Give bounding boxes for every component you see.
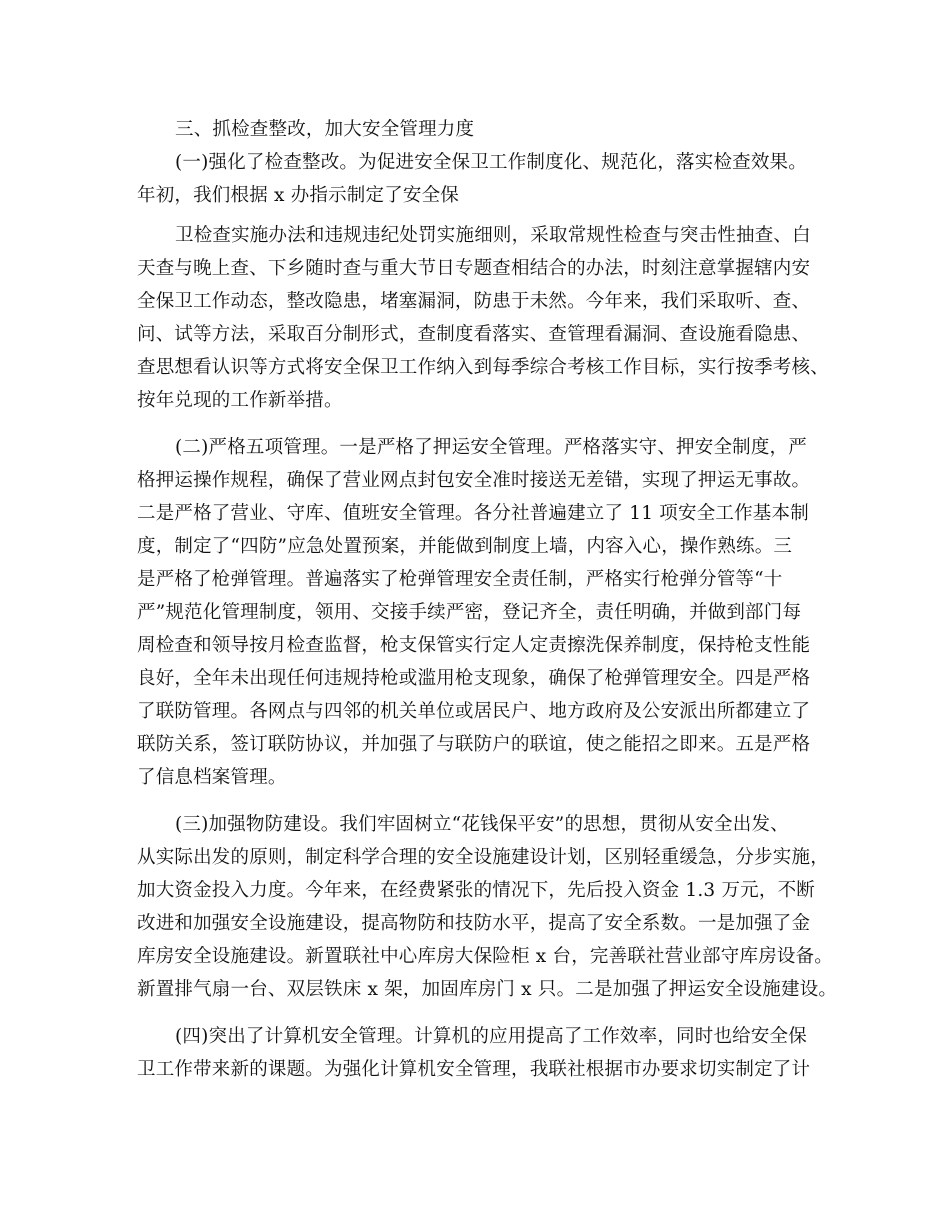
paragraph-line: 从实际出发的原则，制定科学合理的安全设施建设计划，区别轻重缓急，分步实施， <box>137 847 829 868</box>
paragraph-line: 卫检查实施办法和违规违纪处罚实施细则，采取常规性检查与突击性抽查、白 <box>175 225 811 246</box>
paragraph-line: 新置排气扇一台、双层铁床 x 架，加固库房门 x 只。二是加强了押运安全设施建设。 <box>137 979 838 1000</box>
paragraph-line: 是严格了枪弹管理。普遍落实了枪弹管理安全责任制，严格实行枪弹分管等“十 <box>137 569 783 590</box>
paragraph-line: (三)加强物防建设。我们牢固树立“花钱保平安”的思想，贯彻从安全出发、 <box>175 814 789 835</box>
paragraph-line: 年初，我们根据 x 办指示制定了安全保 <box>137 185 459 206</box>
paragraph-line: 了信息档案管理。 <box>137 767 287 788</box>
paragraph-line: 全保卫工作动态，整改隐患，堵塞漏洞，防患于未然。今年来，我们采取听、查、 <box>137 291 811 312</box>
paragraph-line: 问、试等方法，采取百分制形式，查制度看落实、查管理看漏洞、查设施看隐患、 <box>137 324 811 345</box>
paragraph-line: 良好，全年未出现任何违规持枪或滥用枪支现象，确保了枪弹管理安全。四是严格 <box>137 668 811 689</box>
paragraph-line: 二是严格了营业、守库、值班安全管理。各分社普遍建立了 11 项安全工作基本制 <box>137 503 809 524</box>
paragraph-line: 联防关系，签订联防协议，并加强了与联防户的联谊，使之能招之即来。五是严格 <box>137 734 811 755</box>
paragraph-line: 库房安全设施建设。新置联社中心库房大保险柜 x 台，完善联社营业部守库房设备。 <box>137 946 833 967</box>
paragraph-line: (一)强化了检查整改。为促进安全保卫工作制度化、规范化，落实检查效果。 <box>175 152 807 173</box>
paragraph-line: 按年兑现的工作新举措。 <box>137 390 343 411</box>
paragraph-line: (二)严格五项管理。一是严格了押运安全管理。严格落实守、押安全制度，严 <box>175 437 807 458</box>
paragraph-line: 加大资金投入力度。今年来，在经费紧张的情况下，先后投入资金 1.3 万元，不断 <box>137 880 815 901</box>
paragraph-line: 了联防管理。各网点与四邻的机关单位或居民户、地方政府及公安派出所都建立了 <box>137 701 811 722</box>
paragraph-line: 天查与晚上查、下乡随时查与重大节日专题查相结合的办法，时刻注意掌握辖内安 <box>137 258 811 279</box>
paragraph-line: (四)突出了计算机安全管理。计算机的应用提高了工作效率，同时也给安全保 <box>175 1026 807 1047</box>
paragraph-line: 严”规范化管理制度，领用、交接手续严密，登记齐全，责任明确，并做到部门每 <box>137 602 802 623</box>
paragraph-line: 改进和加强安全设施建设，提高物防和技防水平，提高了安全系数。一是加强了金 <box>137 913 811 934</box>
paragraph-line: 格押运操作规程，确保了营业网点封包安全准时接送无差错，实现了押运无事故。 <box>137 470 811 491</box>
paragraph-line: 查思想看认识等方式将安全保卫工作纳入到每季综合考核工作目标，实行按季考核、 <box>137 357 829 378</box>
paragraph-line: 周检查和领导按月检查监督，枪支保管实行定人定责擦洗保养制度，保持枪支性能 <box>137 635 811 656</box>
paragraph-line: 度，制定了“四防”应急处置预案，并能做到制度上墙，内容入心，操作熟练。三 <box>137 536 793 557</box>
paragraph-line: 卫工作带来新的课题。为强化计算机安全管理，我联社根据市办要求切实制定了计 <box>137 1059 811 1080</box>
section-heading: 三、抓检查整改，加大安全管理力度 <box>175 119 475 140</box>
